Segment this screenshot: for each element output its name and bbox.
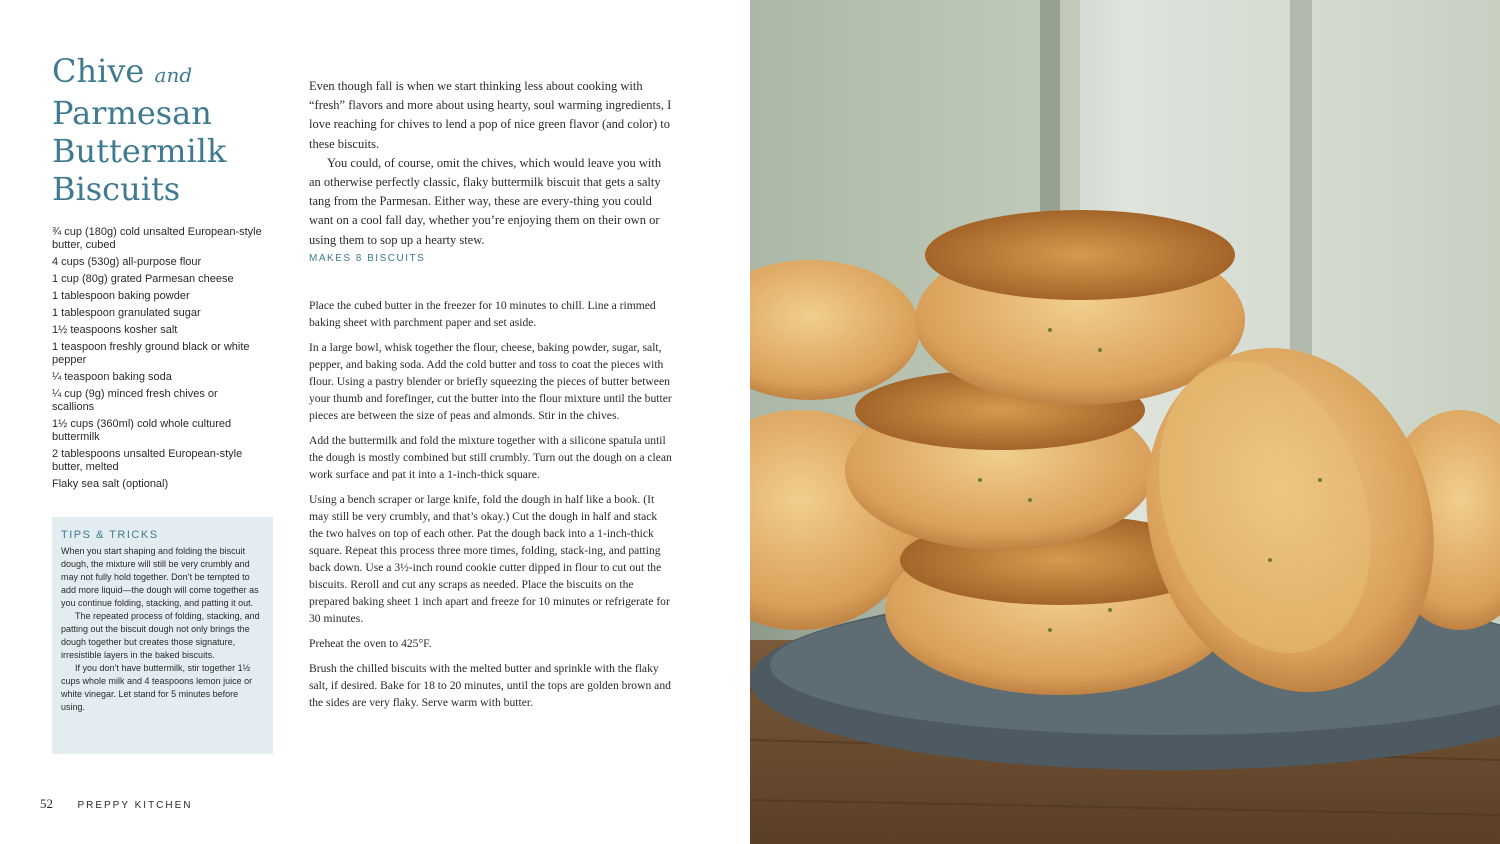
ingredient-item: ¼ teaspoon baking soda bbox=[52, 371, 172, 383]
method-steps bbox=[309, 297, 674, 719]
biscuits-photo bbox=[750, 0, 1500, 844]
ingredient-item: 1 tablespoon granulated sugar bbox=[52, 307, 201, 319]
title-word-biscuits: Biscuits bbox=[52, 170, 181, 208]
title-word-and: and bbox=[154, 63, 193, 87]
ingredient-item: ¾ cup (180g) cold unsalted European-style butter, cubed bbox=[52, 226, 262, 251]
method-step: Brush the chilled biscuits with the melted butter and sprinkle with the flaky salt, if desired. Bake for 18 to 20 minutes, until the tops are golden brown and the sides are very flaky. Serve warm with butter. bbox=[309, 662, 671, 709]
method-step: Using a bench scraper or large knife, fold the dough in half like a book. (It may still be very crumbly, and that’s okay.) Cut the dough in half and stack the two halves on top of each other. Pat the dough back into a 1-inch-thick square. Repeat this process three more times, folding, stack-ing, and patting back down. Use a 3½-inch round cookie cutter dipped in flour to cut out the biscuits. Reroll and cut any scraps as needed. Place the biscuits on the prepared baking sheet 1 inch apart and freeze for 10 minutes or refrigerate for 30 minutes. bbox=[309, 493, 670, 625]
recipe-yield: MAKES 8 BISCUITS bbox=[309, 253, 426, 264]
intro-paragraph: Even though fall is when we start thinking less about cooking with “fresh” flavors and more about using hearty, soul warming ingredients, I love reaching for chives to lend a pop of nice green flavor (and color) to these biscuits. bbox=[309, 79, 672, 151]
recipe-intro bbox=[309, 77, 674, 250]
tips-and-tricks-box bbox=[52, 517, 273, 754]
ingredient-item: 1½ teaspoons kosher salt bbox=[52, 324, 178, 336]
ingredient-item: 1 cup (80g) grated Parmesan cheese bbox=[52, 273, 234, 285]
ingredient-item: 1 teaspoon freshly ground black or white pepper bbox=[52, 341, 250, 366]
intro-paragraph: You could, of course, omit the chives, which would leave you with an otherwise perfectly classic, flaky buttermilk biscuit that gets a salty tang from the Parmesan. Either way, these are every-thing you could want on a cool fall day, whether you’re enjoying them on their own or using them to sop up a hearty stew. bbox=[309, 155, 662, 247]
ingredient-item: 1½ cups (360ml) cold whole cultured buttermilk bbox=[52, 418, 232, 443]
ingredient-item: ¼ cup (9g) minced fresh chives or scallions bbox=[52, 388, 218, 413]
tips-paragraph: When you start shaping and folding the biscuit dough, the mixture will still be very crumbly and may not fully hold together. Don’t be tempted to add more liquid—the dough will come together as you continue folding, stacking, and patting it out. bbox=[61, 546, 259, 608]
title-word-buttermilk: Buttermilk bbox=[52, 132, 227, 170]
recipe-title bbox=[52, 52, 282, 208]
ingredient-item: 1 tablespoon baking powder bbox=[52, 290, 190, 302]
title-word-parmesan: Parmesan bbox=[52, 94, 212, 132]
method-step: Place the cubed butter in the freezer for 10 minutes to chill. Line a rimmed baking sheet with parchment paper and set aside. bbox=[309, 299, 656, 329]
page-footer bbox=[40, 795, 193, 813]
title-word-chive: Chive bbox=[52, 52, 145, 90]
method-step: In a large bowl, whisk together the flour, cheese, baking powder, sugar, salt, pepper, and baking soda. Add the cold butter and toss to coat the pieces with flour. Using a pastry blender or briefly squeezing the pieces of butter between your thumb and forefinger, cut the butter into the flour mixture until the butter pieces are between the size of peas and almonds. Stir in the chives. bbox=[309, 341, 672, 422]
method-step: Add the buttermilk and fold the mixture together with a silicone spatula until the dough is mostly combined but still crumbly. Turn out the dough on a clean work surface and pat it into a 1-inch-thick square. bbox=[309, 434, 672, 481]
page-number: 52 bbox=[40, 796, 53, 811]
biscuits-photo-illustration bbox=[750, 0, 1500, 844]
tips-title: TIPS & TRICKS bbox=[61, 529, 159, 541]
ingredient-list bbox=[52, 226, 262, 495]
method-step: Preheat the oven to 425°F. bbox=[309, 637, 432, 650]
book-title: PREPPY KITCHEN bbox=[77, 800, 193, 811]
tips-paragraph: If you don’t have buttermilk, stir together 1½ cups whole milk and 4 teaspoons lemon juice or white vinegar. Let stand for 5 minutes before using. bbox=[61, 663, 253, 712]
tips-paragraph: The repeated process of folding, stacking, and patting out the biscuit dough not only brings the dough together but creates those signature, irresistible layers in the baked biscuits. bbox=[61, 611, 260, 660]
ingredient-item: 2 tablespoons unsalted European-style butter, melted bbox=[52, 448, 243, 473]
ingredient-item: Flaky sea salt (optional) bbox=[52, 478, 169, 490]
ingredient-item: 4 cups (530g) all-purpose flour bbox=[52, 256, 202, 268]
